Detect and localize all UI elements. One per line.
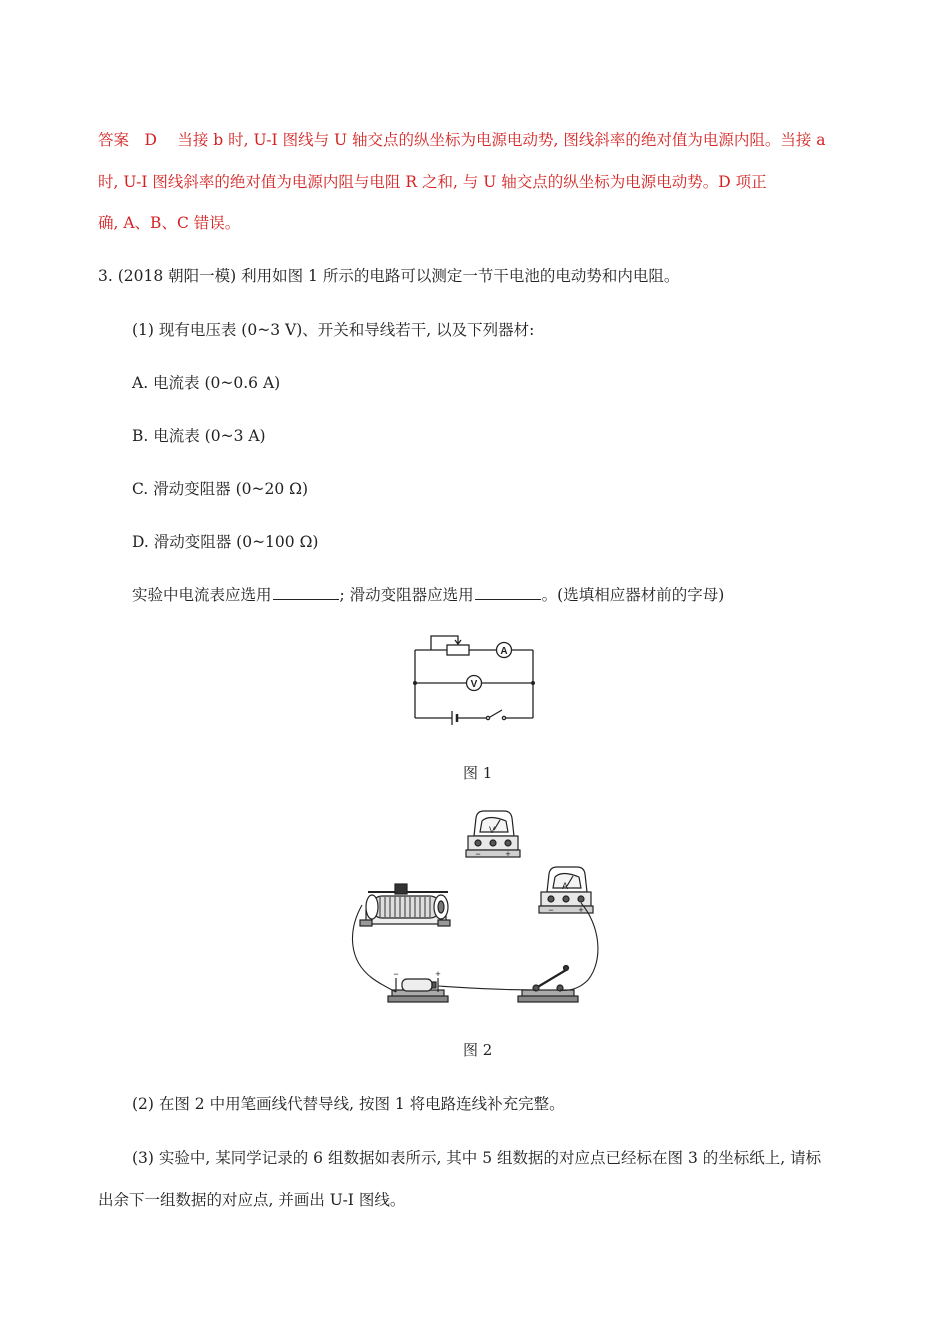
voltmeter-label-text: V [488, 825, 496, 835]
ammeter-label: A [500, 646, 508, 657]
switch-device [518, 966, 578, 1003]
battery-device [388, 978, 448, 1002]
question-intro: 3. (2018 朝阳一模) 利用如图 1 所示的电路可以测定一节干电池的电动势和内电阻。 [98, 267, 680, 285]
ammeter-label-text: A [561, 881, 569, 891]
figure-2-caption: 图 2 [463, 1041, 493, 1059]
question-part1: (1) 现有电压表 (0~3 V)、开关和导线若干, 以及下列器材: [132, 321, 535, 339]
option-d: D. 滑动变阻器 (0~100 Ω) [132, 533, 319, 551]
option-b: B. 电流表 (0~3 A) [132, 427, 266, 445]
voltmeter-label: V [470, 679, 478, 690]
select-text-b: ; 滑动变阻器应选用 [339, 586, 474, 604]
ammeter-plus-sign: + [578, 905, 584, 915]
ammeter-minus-sign: − [548, 905, 554, 915]
rheostat-device [360, 884, 450, 926]
option-a: A. 电流表 (0~0.6 A) [132, 374, 281, 392]
voltmeter-plus-sign: + [505, 849, 511, 859]
voltmeter-minus-sign: − [475, 849, 481, 859]
answer-line-2: 时, U-I 图线斜率的绝对值为电源内阻与电阻 R 之和, 与 U 轴交点的纵坐标为电源电动势。D 项正 [98, 173, 767, 191]
select-text-c: 。(选填相应器材前的字母) [541, 586, 725, 604]
question-part2: (2) 在图 2 中用笔画线代替导线, 按图 1 将电路连线补充完整。 [132, 1095, 565, 1113]
select-text-a: 实验中电流表应选用 [132, 586, 272, 604]
battery-plus-sign: + [435, 969, 441, 979]
figure-1-caption: 图 1 [463, 764, 493, 782]
option-c: C. 滑动变阻器 (0~20 Ω) [132, 480, 309, 498]
answer-line-1: 答案 D 当接 b 时, U-I 图线与 U 轴交点的纵坐标为电源电动势, 图线斜率的绝对值为电源内阻。当接 a [98, 131, 826, 149]
battery-minus-sign: − [393, 969, 399, 979]
question-part3-line2: 出余下一组数据的对应点, 并画出 U-I 图线。 [98, 1191, 406, 1209]
answer-line-3: 确, A、B、C 错误。 [98, 214, 241, 232]
question-part3-line1: (3) 实验中, 某同学记录的 6 组数据如表所示, 其中 5 组数据的对应点已经标在图 3 的坐标纸上, 请标 [132, 1149, 822, 1167]
